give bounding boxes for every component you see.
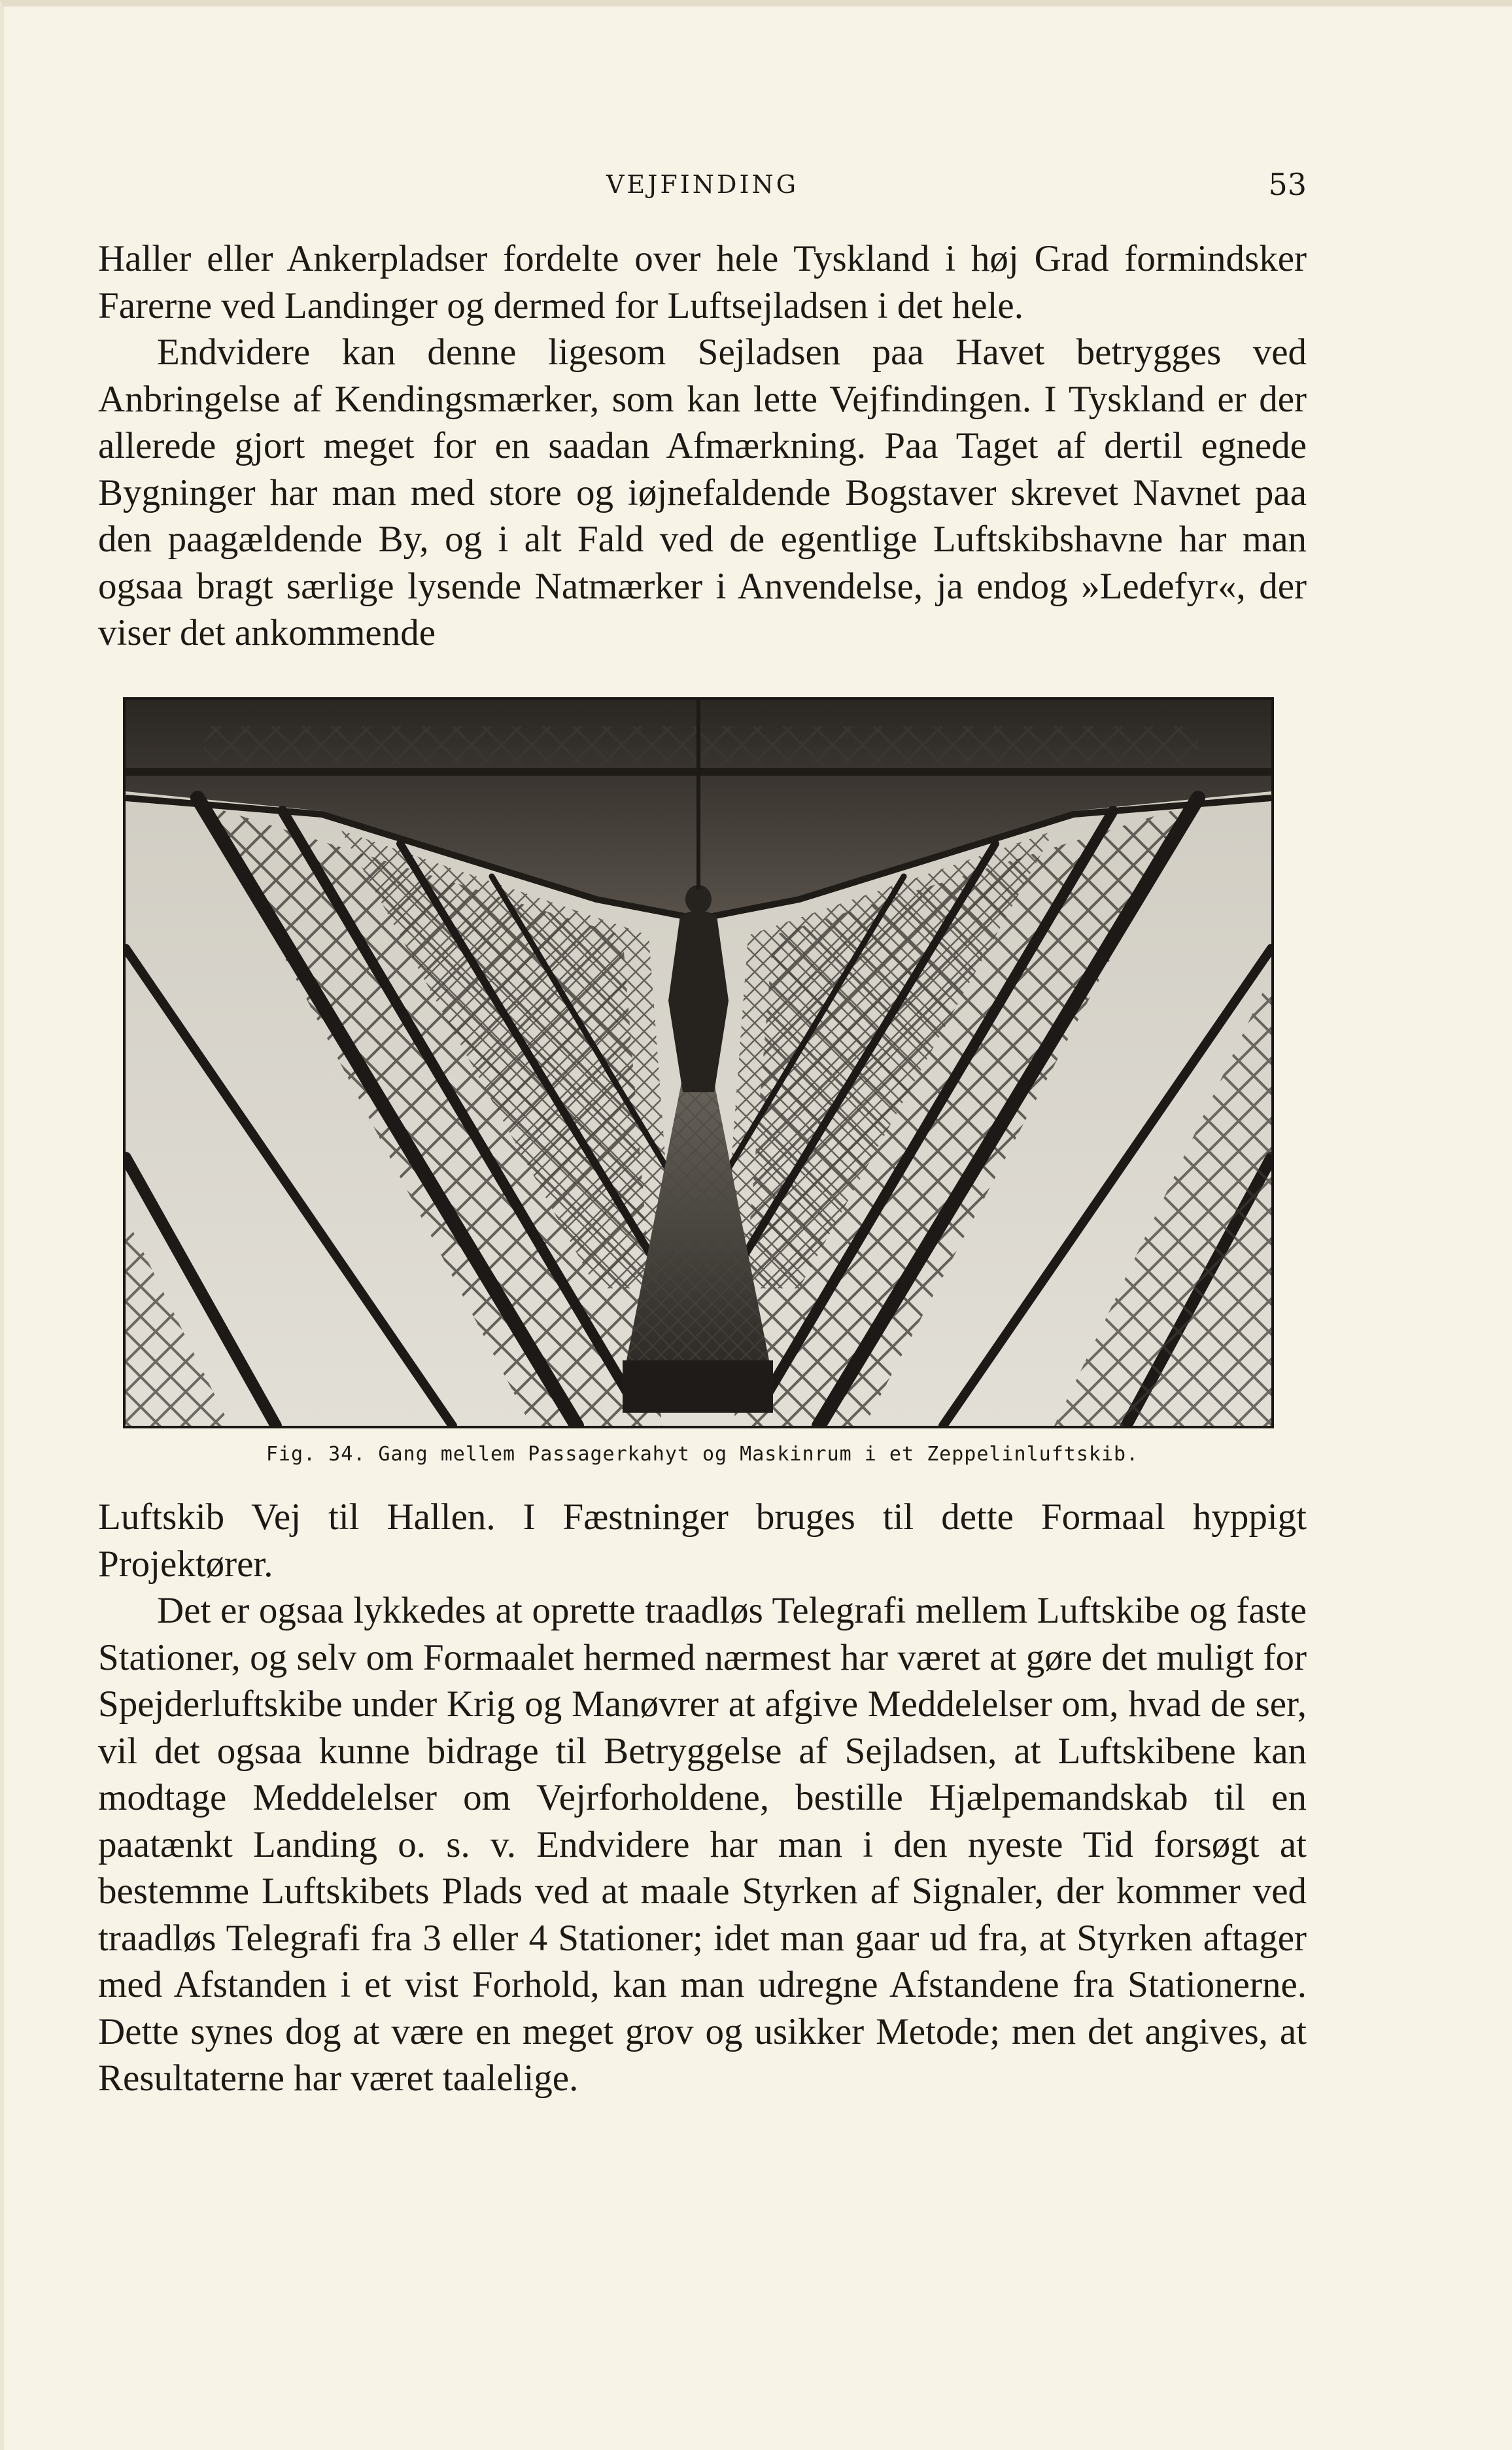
paragraph: Haller eller Ankerpladser fordelte over hele Tyskland i høj Grad formindsker Farerne ved Landinger og dermed for Luftsejladsen i det hele.: [98, 238, 1307, 326]
zeppelin-gangway-photo: [126, 700, 1271, 1426]
figure-caption: Fig. 34. Gang mellem Passagerkahyt og Maskinrum i et Zeppelinluftskib.: [266, 1443, 1139, 1466]
figure-photo: [123, 697, 1274, 1428]
text-block-top: [98, 235, 1307, 657]
paragraph: Luftskib Vej til Hallen. I Fæstninger bruges til dette Formaal hyppigt Projektører.: [98, 1496, 1307, 1585]
running-title: VEJFINDING: [606, 170, 799, 199]
paragraph: Endvidere kan denne ligesom Sejladsen paa Havet betrygges ved Anbringelse af Kendingsmærker, som kan lette Vejfindingen. I Tyskland er der allerede gjort meget for en saadan Afmærkning. Paa Taget af dertil egnede Bygninger har man med store og iøjnefaldende Bogstaver skrevet Navnet paa den paagældende By, og i alt Fald ved de egentlige Luftskibshavne har man ogsaa bragt særlige lysende Natmærker i Anvendelse, ja endog »Ledefyr«, der viser det ankommende: [98, 332, 1307, 653]
running-head: [98, 165, 1307, 204]
paragraph: Det er ogsaa lykkedes at oprette traadløs Telegrafi mellem Luftskibe og faste Stationer, og selv om Formaalet hermed nærmest har været at gøre det muligt for Spejderluftskibe under Krig og Manøvrer at afgive Meddelelser om, hvad de ser, vil det ogsaa kunne bidrage til Betryggelse af Sejladsen, at Luftskibene kan modtage Meddelelser om Vejrforholdene, bestille Hjælpemandskab til en paatænkt Landing o. s. v. Endvidere har man i den nyeste Tid forsøgt at bestemme Luftskibets Plads ved at maale Styrken af Signaler, der kommer ved traadløs Telegrafi fra 3 eller 4 Stationer; idet man gaar ud fra, at Styrken aftager med Afstanden i et vist Forhold, kan man udregne Afstandene fra Stationerne. Dette synes dog at være en meget grov og usikker Metode; men det angives, at Resultaterne har været taalelige.: [98, 1590, 1307, 2099]
page-number: 53: [1268, 167, 1307, 202]
text-block-bottom: [98, 1494, 1307, 2102]
